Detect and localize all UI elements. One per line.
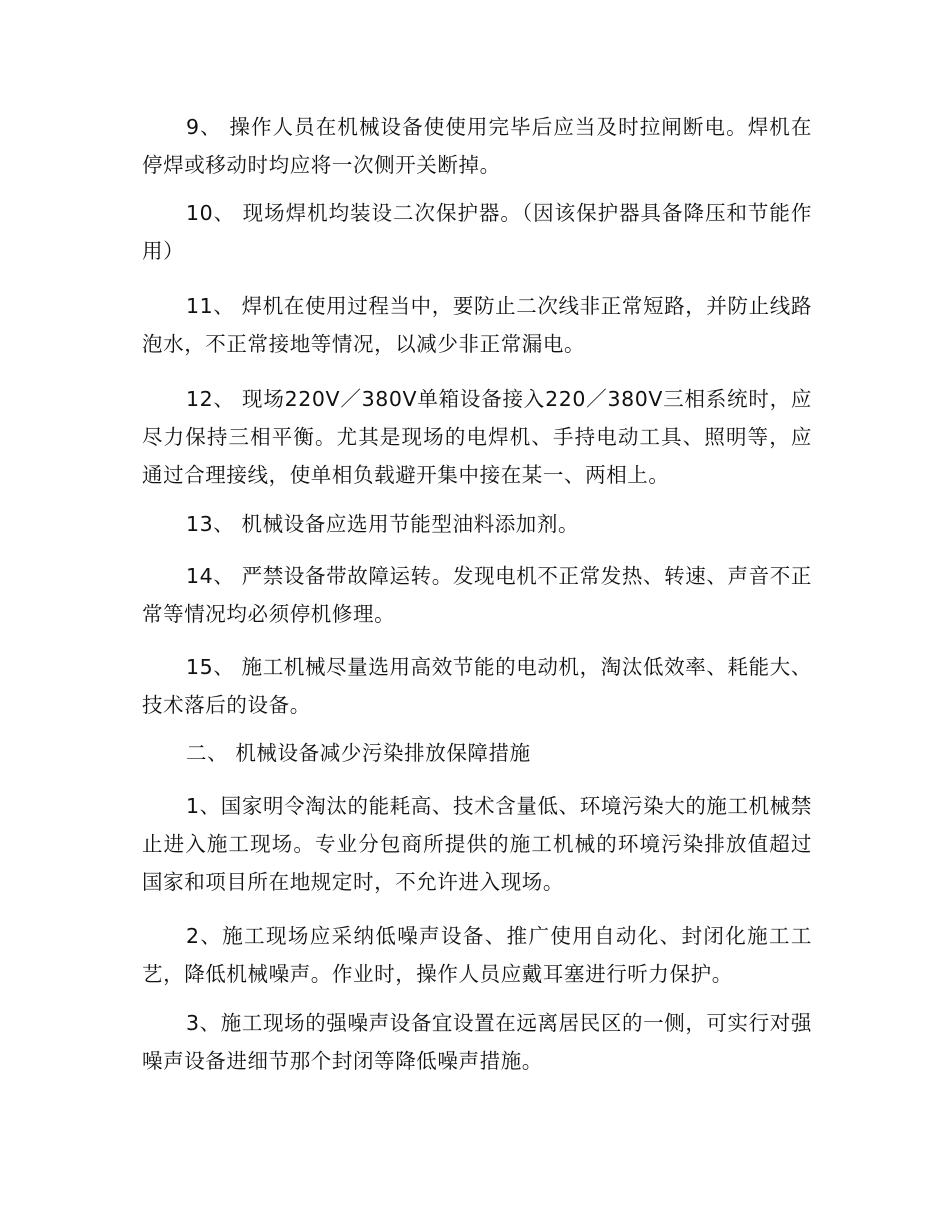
paragraph-item-15: 15、 施工机械尽量选用高效节能的电动机，淘汰低效率、耗能大、技术落后的设备。: [142, 655, 812, 717]
paragraph-item-9: 9、 操作人员在机械设备使使用完毕后应当及时拉闸断电。焊机在停焊或移动时均应将一次侧开关断掉。: [142, 115, 812, 177]
paragraph-item-12: 12、 现场220V／380V单箱设备接入220／380V三相系统时，应尽力保持三相平衡。尤其是现场的电焊机、手持电动工具、照明等，应通过合理接线，使单相负载避开集中接在某一、两相上。: [142, 387, 812, 487]
paragraph-measure-1: 1、国家明令淘汰的能耗高、技术含量低、环境污染大的施工机械禁止进入施工现场。专业分包商所提供的施工机械的环境污染排放值超过国家和项目所在地规定时，不允许进入现场。: [142, 794, 812, 894]
paragraph-item-11: 11、 焊机在使用过程当中，要防止二次线非正常短路，并防止线路泡水，不正常接地等情况，以减少非正常漏电。: [142, 294, 812, 356]
paragraph-item-10: 10、 现场焊机均装设二次保护器。（因该保护器具备降压和节能作用）: [142, 201, 812, 263]
paragraph-item-14: 14、 严禁设备带故障运转。发现电机不正常发热、转速、声音不正常等情况均必须停机修理。: [142, 564, 812, 626]
paragraph-measure-2: 2、施工现场应采纳低噪声设备、推广使用自动化、封闭化施工工艺，降低机械噪声。作业时，操作人员应戴耳塞进行听力保护。: [142, 924, 812, 986]
paragraph-measure-3: 3、施工现场的强噪声设备宜设置在远离居民区的一侧，可实行对强噪声设备进细节那个封闭等降低噪声措施。: [142, 1011, 812, 1073]
paragraph-item-13: 13、 机械设备应选用节能型油料添加剂。: [186, 512, 580, 536]
section-heading-2: 二、 机械设备减少污染排放保障措施: [186, 741, 531, 765]
